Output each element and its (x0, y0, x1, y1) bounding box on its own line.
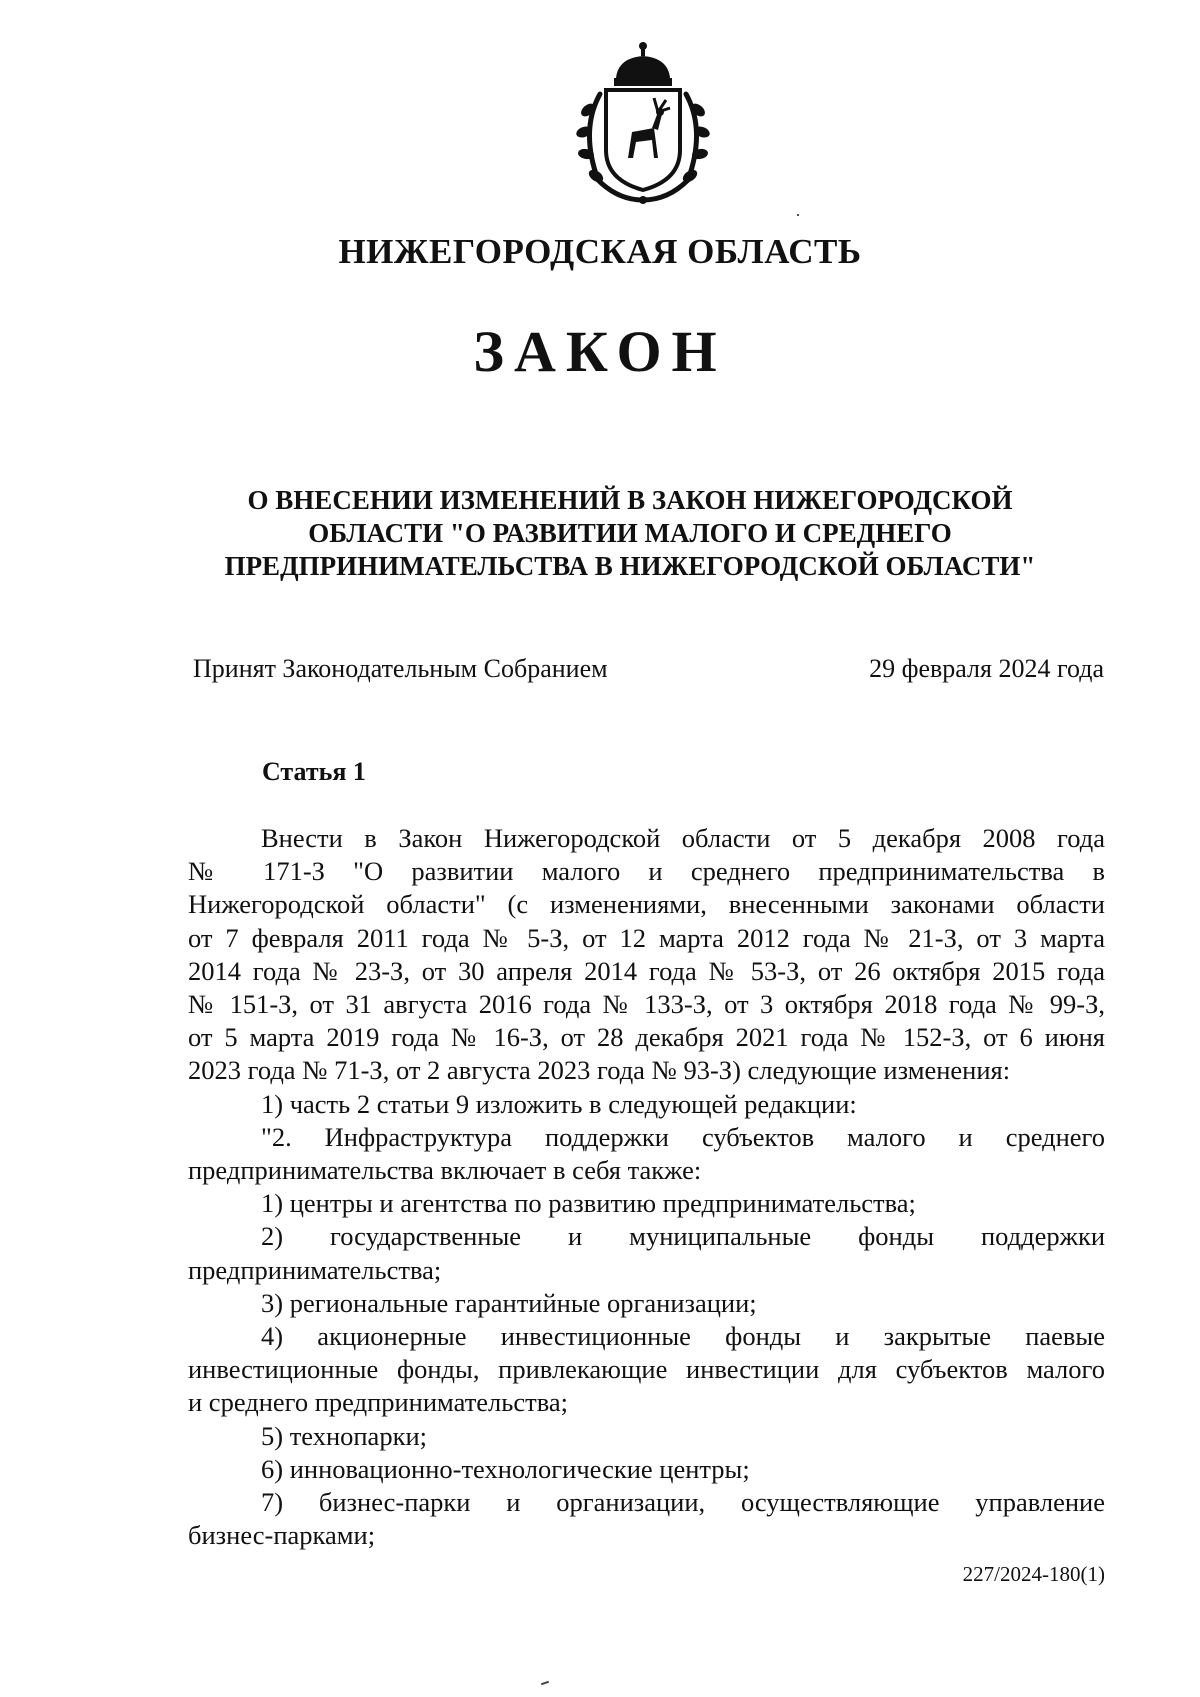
list-item (188, 1320, 1105, 1420)
document-type-heading: ЗАКОН (473, 319, 727, 384)
adoption-date: 29 февраля 2024 года (869, 654, 1104, 683)
text-line: Внести в Закон Нижегородской области от 5 декабря 2008 года (261, 823, 1105, 853)
text-line: 2014 года № 23-З, от 30 апреля 2014 года № 53-З, от 26 октября 2015 года (188, 955, 1105, 986)
document-number: 227/2024-180(1) (962, 1562, 1105, 1586)
text-line: 2) государственные и муниципальные фонды поддержки (261, 1221, 1105, 1252)
list-item: 6) инновационно-технологические центры; (261, 1453, 750, 1484)
text-line: № 151-З, от 31 августа 2016 года № 133-З, от 3 октября 2018 года № 99-З, (188, 989, 1105, 1020)
list-item: 5) технопарки; (261, 1420, 427, 1451)
text-line: предпринимательства включает в себя также: (188, 1155, 702, 1186)
text-line: "2. Инфраструктура поддержки субъектов малого и среднего (261, 1121, 1105, 1152)
scan-artifact (797, 214, 799, 216)
law-title-line: О ВНЕСЕНИИ ИЗМЕНЕНИЙ В ЗАКОН НИЖЕГОРОДСКОЙ (247, 485, 1013, 515)
text-line: 4) акционерные инвестиционные фонды и закрытые паевые (261, 1321, 1105, 1352)
text-line: Нижегородской области" (с изменениями, внесенными законами области (188, 889, 1105, 920)
list-item (188, 1486, 1105, 1552)
text-line: и среднего предпринимательства; (188, 1387, 568, 1418)
law-title (190, 484, 1070, 583)
list-item (188, 1220, 1105, 1286)
list-item: 1) центры и агентства по развитию предпринимательства; (261, 1188, 916, 1219)
text-line: предпринимательства; (188, 1254, 442, 1285)
text-line: инвестиционные фонды, привлекающие инвестиции для субъектов малого (188, 1354, 1105, 1385)
coat-of-arms-icon (558, 40, 728, 205)
quote-paragraph (188, 1121, 1105, 1187)
intro-paragraph (188, 822, 1105, 1088)
article-body (188, 822, 1105, 1552)
text-line: 7) бизнес-парки и организации, осуществляющие управление (261, 1487, 1105, 1518)
list-item: 1) часть 2 статьи 9 изложить в следующей редакции: (261, 1088, 857, 1119)
list-item: 3) региональные гарантийные организации; (261, 1287, 757, 1318)
scan-artifact (541, 1681, 549, 1686)
text-line: от 5 марта 2019 года № 16-З, от 28 декабря 2021 года № 152-З, от 6 июня (188, 1022, 1105, 1053)
text-line: 2023 года № 71-З, от 2 августа 2023 года № 93-З) следующие изменения: (188, 1055, 1011, 1086)
text-line: № 171-З "О развитии малого и среднего предпринимательства в (188, 856, 1105, 887)
adopted-by: Принят Законодательным Собранием (193, 654, 608, 683)
text-line: от 7 февраля 2011 года № 5-З, от 12 марта 2012 года № 21-З, от 3 марта (188, 922, 1105, 953)
law-title-line: ПРЕДПРИНИМАТЕЛЬСТВА В НИЖЕГОРОДСКОЙ ОБЛАСТИ" (224, 551, 1036, 581)
article-heading: Статья 1 (262, 757, 366, 786)
text-line: бизнес-парками; (188, 1520, 376, 1551)
region-heading: НИЖЕГОРОДСКАЯ ОБЛАСТЬ (338, 232, 862, 271)
law-title-line: ОБЛАСТИ "О РАЗВИТИИ МАЛОГО И СРЕДНЕГО (308, 518, 952, 548)
